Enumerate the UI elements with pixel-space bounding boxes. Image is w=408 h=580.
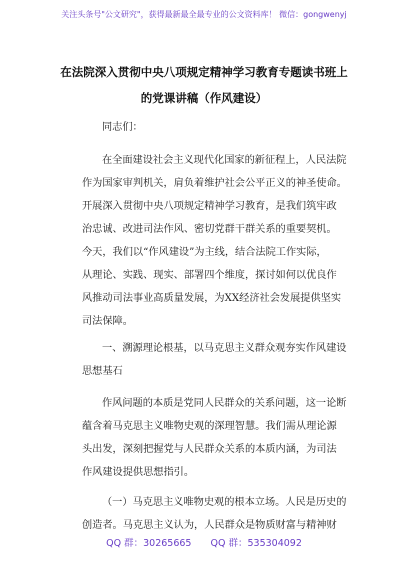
body-line: 风推动司法事业高质量发展，为XX经济社会发展提供坚实 (82, 293, 342, 304)
section-heading-line: 一、溯源理论根基，以马克思主义群众观夯实作风建设 (102, 343, 347, 354)
body-line: 作为国家审判机关，肩负着维护社会公平正义的神圣使命。 (82, 178, 347, 189)
body-line: 头出发，深刻把握党与人民群众关系的本质内涵，为司法 (82, 444, 337, 455)
section-heading-line: 思想基石 (82, 366, 123, 377)
body-line: 治忠诚、改进司法作风、密切党群干群关系的重要契机。 (82, 224, 337, 235)
body-line: 开展深入贯彻中央八项规定精神学习教育，是我们筑牢政 (82, 201, 337, 212)
body-line: 司法保障。 (82, 316, 133, 327)
footer-qq-groups (0, 535, 408, 549)
body-line: （一）马克思主义唯物史观的根本立场。人民是历史的 (102, 497, 347, 508)
body-line: 蕴含着马克思主义唯物史观的深理智慧。我们需从理论源 (82, 421, 337, 432)
body-line: 今天，我们以“作风建设”为主线，结合法院工作实际， (82, 247, 327, 258)
footer-qq-2: QQ 群：535304092 (210, 538, 302, 549)
body-line: 作风建设提供思想指引。 (82, 467, 195, 478)
body-line: 作风问题的本质是党同人民群众的关系问题，这一论断 (102, 398, 347, 409)
header-notice: 关注头条号"公文研究"，获得最新最全最专业的公文资料库！ 微信：gongwenyj (61, 10, 347, 19)
body-line: 从理论、实践、现实、部署四个维度，探讨如何以优良作 (82, 270, 337, 281)
salutation: 同志们： (102, 122, 143, 133)
body-line: 在全面建设社会主义现代化国家的新征程上，人民法院 (102, 155, 347, 166)
document-title-line-1: 在法院深入贯彻中央八项规定精神学习教育专题读书班上 (60, 65, 348, 79)
footer-qq-1: QQ 群：30265665 (106, 538, 192, 549)
body-line: 创造者。马克思主义认为，人民群众是物质财富与精神财 (82, 520, 337, 531)
document-title-line-2: 的党课讲稿（作风建设） (140, 91, 268, 105)
